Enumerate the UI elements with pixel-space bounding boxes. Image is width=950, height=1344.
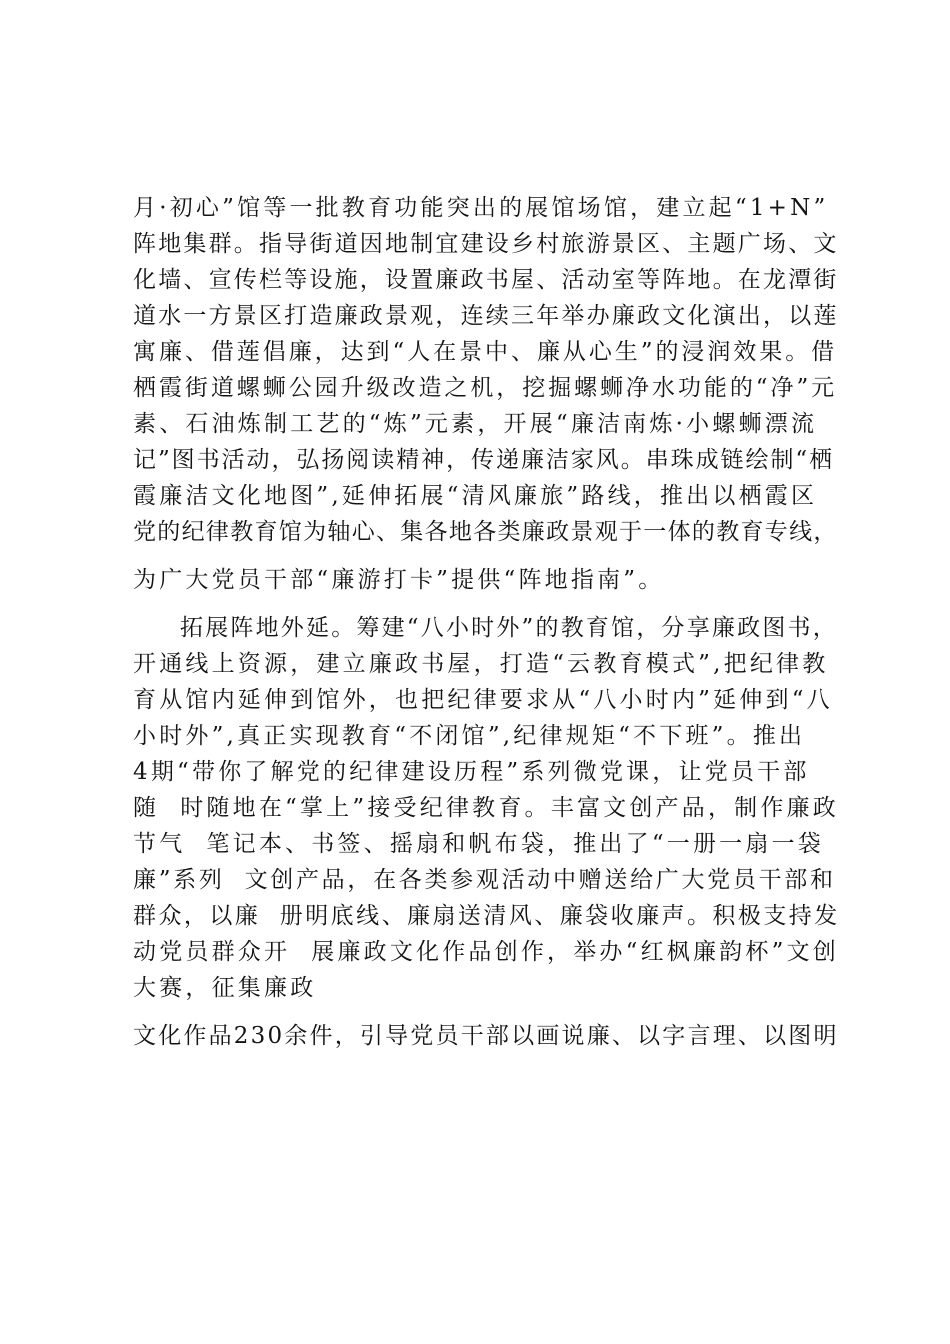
text-line: 随 时随地在“掌上”接受纪律教育。丰富文创产品，制作廉政 — [133, 795, 839, 821]
text-line: 节气 笔记本、书签、摇扇和帆布袋，推出了“一册一扇一袋 — [133, 831, 824, 857]
text-line: 育从馆内延伸到馆外，也把纪律要求从“八小时内”延伸到“八 — [133, 687, 833, 713]
text-line: 寓廉、借莲倡廉，达到“人在景中、廉从心生”的浸润效果。借 — [133, 339, 838, 365]
text-line: 素、石油炼制工艺的“炼”元素，开展“廉洁南炼·小螺蛳漂流 — [133, 411, 818, 437]
text-line: 月·初心”馆等一批教育功能突出的展馆场馆，建立起“1+N” — [133, 195, 829, 221]
text-line: 4期“带你了解党的纪律建设历程”系列微党课，让党员干部 — [133, 759, 810, 785]
text-line: 记”图书活动，弘扬阅读精神，传递廉洁家风。串珠成链绘制“栖 — [133, 447, 835, 473]
text-line: 小时外”,真正实现教育“不闭馆”,纪律规矩“不下班”。推出 — [133, 723, 806, 749]
text-line: 廉”系列 文创产品，在各类参观活动中赠送给广大党员干部和 — [133, 867, 836, 893]
text-line: 化墙、宣传栏等设施，设置廉政书屋、活动室等阵地。在龙潭街 — [133, 267, 839, 293]
text-line: 栖霞街道螺蛳公园升级改造之机，挖掘螺蛳净水功能的“净”元 — [133, 375, 838, 401]
text-line: 阵地集群。指导街道因地制宜建设乡村旅游景区、主题广场、文 — [133, 231, 839, 257]
text-line: 群众，以廉 册明底线、廉扇送清风、廉袋收廉声。积极支持发 — [133, 903, 840, 929]
text-line: 霞廉洁文化地图”,延伸拓展“清风廉旅”路线，推出以栖霞区 — [133, 483, 818, 509]
paragraph-first-line: 拓展阵地外延。筹建“八小时外”的教育馆，分享廉政图书， — [180, 615, 838, 641]
text-line: 开通线上资源，建立廉政书屋，打造“云教育模式”,把纪律教 — [133, 651, 829, 677]
text-line: 为广大党员干部“廉游打卡”提供“阵地指南”。 — [133, 567, 665, 593]
text-line: 文化作品230余件，引导党员干部以画说廉、以字言理、以图明 — [133, 1023, 839, 1049]
text-line: 大赛，征集廉政 — [133, 975, 317, 1001]
text-line: 道水一方景区打造廉政景观，连续三年举办廉政文化演出，以莲 — [133, 303, 839, 329]
text-line: 动党员群众开 展廉政文化作品创作，举办“红枫廉韵杯”文创 — [133, 939, 839, 965]
text-line: 党的纪律教育馆为轴心、集各地各类廉政景观于一体的教育专线， — [133, 519, 838, 545]
